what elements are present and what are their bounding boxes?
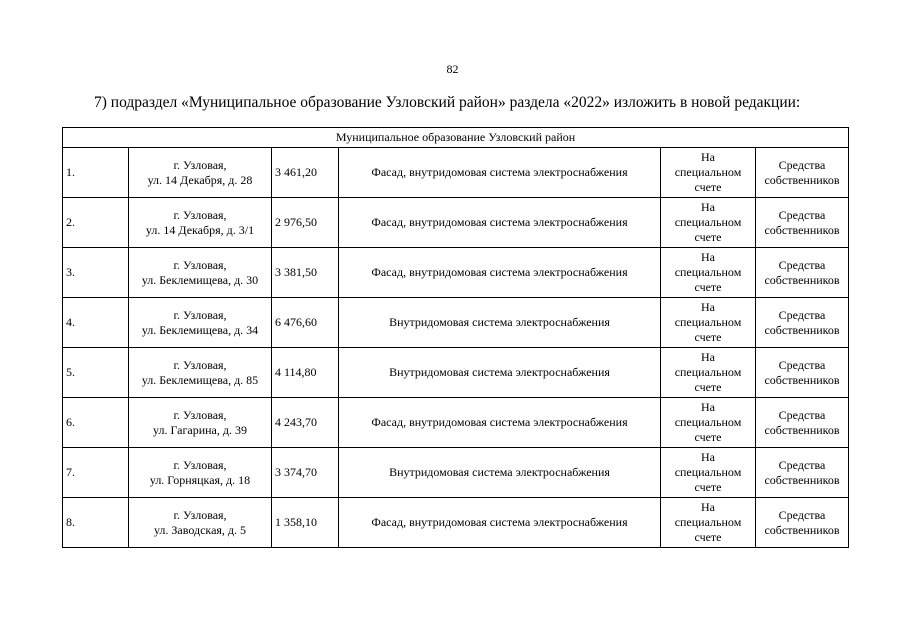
houses-table <box>62 127 849 548</box>
funding-line-2: собственников <box>764 172 840 187</box>
address-cell <box>129 298 272 348</box>
account-line-2: специальном <box>674 215 742 229</box>
funding-line-1: Средства <box>778 257 826 272</box>
row-number: 1. <box>63 148 129 198</box>
section-row <box>63 128 849 148</box>
address-cell <box>129 498 272 548</box>
account-cell <box>661 348 756 398</box>
address-street: ул. 14 Декабря, д. 3/1 <box>145 222 255 237</box>
address-street: ул. Гагарина, д. 39 <box>153 422 247 437</box>
area-cell: 4 114,80 <box>272 348 339 398</box>
funding-line-2: собственников <box>764 422 840 437</box>
address-street: ул. Беклемищева, д. 30 <box>141 272 259 287</box>
address-street: ул. 14 Декабря, д. 28 <box>147 172 253 187</box>
account-cell <box>661 398 756 448</box>
funding-line-1: Средства <box>778 307 826 322</box>
funding-cell <box>756 398 849 448</box>
row-number: 2. <box>63 198 129 248</box>
table-row <box>63 498 849 548</box>
funding-line-1: Средства <box>778 507 826 522</box>
row-number: 8. <box>63 498 129 548</box>
intro-paragraph: 7) подраздел «Муниципальное образование Узловский район» раздела «2022» изложить в новой редакции: <box>94 94 801 111</box>
works-cell: Фасад, внутридомовая система электроснабжения <box>339 498 661 548</box>
account-line-3: счете <box>694 430 722 444</box>
address-city: г. Узловая, <box>173 157 227 172</box>
address-city: г. Узловая, <box>173 257 227 272</box>
funding-cell <box>756 298 849 348</box>
funding-line-1: Средства <box>778 407 826 422</box>
funding-cell <box>756 198 849 248</box>
account-line-1: На <box>701 150 715 164</box>
address-street: ул. Горняцкая, д. 18 <box>149 472 251 487</box>
row-number: 3. <box>63 248 129 298</box>
row-number: 6. <box>63 398 129 448</box>
funding-cell <box>756 498 849 548</box>
address-cell <box>129 148 272 198</box>
address-street: ул. Беклемищева, д. 85 <box>141 372 259 387</box>
account-line-3: счете <box>694 230 722 244</box>
funding-cell <box>756 448 849 498</box>
account-cell <box>661 148 756 198</box>
row-number: 4. <box>63 298 129 348</box>
account-line-1: На <box>701 200 715 214</box>
account-line-2: специальном <box>674 265 742 279</box>
account-line-2: специальном <box>674 515 742 529</box>
funding-line-1: Средства <box>778 457 826 472</box>
address-city: г. Узловая, <box>173 407 227 422</box>
address-cell <box>129 248 272 298</box>
account-cell <box>661 248 756 298</box>
table-row <box>63 448 849 498</box>
works-cell: Фасад, внутридомовая система электроснабжения <box>339 148 661 198</box>
account-cell <box>661 448 756 498</box>
account-line-3: счете <box>694 380 722 394</box>
table-body <box>63 128 849 548</box>
account-line-1: На <box>701 250 715 264</box>
row-number: 7. <box>63 448 129 498</box>
funding-cell <box>756 248 849 298</box>
account-line-2: специальном <box>674 315 742 329</box>
address-city: г. Узловая, <box>173 507 227 522</box>
funding-cell <box>756 348 849 398</box>
works-cell: Фасад, внутридомовая система электроснабжения <box>339 198 661 248</box>
account-line-3: счете <box>694 280 722 294</box>
account-line-2: специальном <box>674 165 742 179</box>
area-cell: 1 358,10 <box>272 498 339 548</box>
table-row <box>63 198 849 248</box>
account-line-3: счете <box>694 480 722 494</box>
area-cell: 6 476,60 <box>272 298 339 348</box>
works-cell: Внутридомовая система электроснабжения <box>339 298 661 348</box>
account-line-3: счете <box>694 180 722 194</box>
page-number: 82 <box>446 62 459 76</box>
account-line-1: На <box>701 500 715 514</box>
area-cell: 3 374,70 <box>272 448 339 498</box>
account-cell <box>661 498 756 548</box>
funding-line-2: собственников <box>764 372 840 387</box>
address-street: ул. Заводская, д. 5 <box>153 522 247 537</box>
funding-line-2: собственников <box>764 472 840 487</box>
address-street: ул. Беклемищева, д. 34 <box>141 322 259 337</box>
area-cell: 3 381,50 <box>272 248 339 298</box>
account-line-1: На <box>701 300 715 314</box>
account-cell <box>661 298 756 348</box>
funding-line-2: собственников <box>764 522 840 537</box>
funding-line-2: собственников <box>764 272 840 287</box>
area-cell: 4 243,70 <box>272 398 339 448</box>
address-city: г. Узловая, <box>173 457 227 472</box>
address-city: г. Узловая, <box>173 357 227 372</box>
account-line-3: счете <box>694 530 722 544</box>
account-line-1: На <box>701 450 715 464</box>
account-line-2: специальном <box>674 415 742 429</box>
table-row <box>63 348 849 398</box>
account-cell <box>661 198 756 248</box>
works-cell: Внутридомовая система электроснабжения <box>339 448 661 498</box>
account-line-1: На <box>701 350 715 364</box>
address-city: г. Узловая, <box>173 207 227 222</box>
funding-line-1: Средства <box>778 157 826 172</box>
row-number: 5. <box>63 348 129 398</box>
works-cell: Фасад, внутридомовая система электроснабжения <box>339 248 661 298</box>
table-row <box>63 298 849 348</box>
table-row <box>63 248 849 298</box>
funding-cell <box>756 148 849 198</box>
area-cell: 2 976,50 <box>272 198 339 248</box>
funding-line-2: собственников <box>764 322 840 337</box>
address-cell <box>129 348 272 398</box>
address-city: г. Узловая, <box>173 307 227 322</box>
account-line-1: На <box>701 400 715 414</box>
address-cell <box>129 398 272 448</box>
works-cell: Внутридомовая система электроснабжения <box>339 348 661 398</box>
account-line-2: специальном <box>674 365 742 379</box>
works-cell: Фасад, внутридомовая система электроснабжения <box>339 398 661 448</box>
account-line-3: счете <box>694 330 722 344</box>
section-title: Муниципальное образование Узловский район <box>63 128 849 148</box>
area-cell: 3 461,20 <box>272 148 339 198</box>
address-cell <box>129 198 272 248</box>
funding-line-1: Средства <box>778 207 826 222</box>
table-row <box>63 398 849 448</box>
funding-line-2: собственников <box>764 222 840 237</box>
table-row <box>63 148 849 198</box>
address-cell <box>129 448 272 498</box>
account-line-2: специальном <box>674 465 742 479</box>
funding-line-1: Средства <box>778 357 826 372</box>
